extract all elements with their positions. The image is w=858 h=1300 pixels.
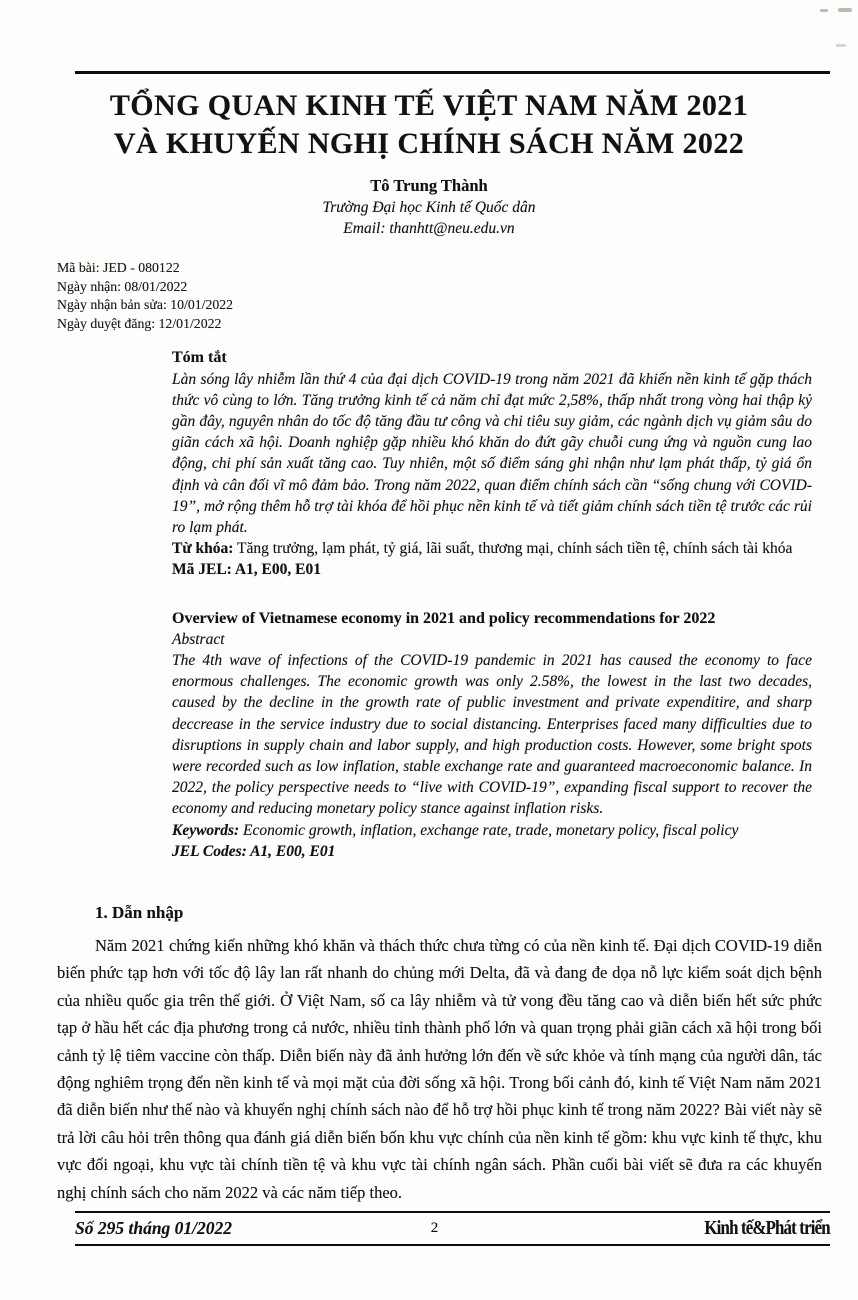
section-heading: 1. Dẫn nhập <box>95 903 184 923</box>
footer-rule-bottom <box>75 1244 830 1246</box>
article-meta <box>57 259 858 333</box>
scan-artifact <box>820 9 828 12</box>
page-footer <box>0 1211 858 1246</box>
abstract-vi-body: Làn sóng lây nhiễm lần thứ 4 của đại dịch COVID-19 trong năm 2021 đã khiến nền kinh tế gặp thách thức vô cùng to lớn. Tăng trưởng kinh tế cả năm chỉ đạt mức 2,58%, thấp nhất trong vòng hai thập kỷ gần đây, nguyên nhân do tốc độ tăng đầu tư công và chi tiêu suy giảm, các ngành dịch vụ giảm sâu do giãn cách xã hội. Doanh nghiệp gặp nhiều khó khăn do đứt gãy chuỗi cung ứng và nguồn cung lao động, chi phí sản xuất tăng cao. Tuy nhiên, một số điểm sáng ghi nhận như lạm phát thấp, tỷ giá ổn định và cân đối vĩ mô đảm bảo. Trong năm 2022, quan điểm chính sách cần “sống chung với COVID-19”, mở rộng thêm hỗ trợ tài khóa để hồi phục nền kinh tế và tiết giảm chính sách tiền tệ trước các rủi ro lạm phát. <box>172 370 812 536</box>
abstract-en-heading: Overview of Vietnamese economy in 2021 and policy recommendations for 2022 <box>172 609 716 627</box>
footer-page-number: 2 <box>430 1220 439 1236</box>
abstract-en-keywords <box>172 820 812 841</box>
abstract-vi-keywords <box>172 538 812 559</box>
abstract-vi-jel: Mã JEL: A1, E00, E01 <box>172 561 321 579</box>
scan-artifact <box>838 8 852 12</box>
abstract-vi-heading: Tóm tắt <box>172 349 227 367</box>
abstract-en-keywords-list: Economic growth, inflation, exchange rate, trade, monetary policy, fiscal policy <box>239 821 739 839</box>
abstract-english <box>172 608 812 862</box>
author-email: Email: thanhtt@neu.edu.vn <box>343 220 515 237</box>
meta-received-date: Ngày nhận: 08/01/2022 <box>57 278 188 294</box>
article-title-line1: TỔNG QUAN KINH TẾ VIỆT NAM NĂM 2021 <box>109 89 749 122</box>
article-title-line2: VÀ KHUYẾN NGHỊ CHÍNH SÁCH NĂM 2022 <box>113 127 745 160</box>
header-rule <box>75 71 830 74</box>
abstract-vi-keywords-label: Từ khóa: <box>172 540 234 558</box>
abstract-vietnamese <box>172 347 812 580</box>
abstract-en-keywords-label: Keywords: <box>172 821 240 839</box>
journal-logo: Kinh tế&Phát triển <box>704 1217 830 1239</box>
scan-artifact <box>836 44 846 47</box>
meta-article-code: Mã bài: JED - 080122 <box>57 260 180 275</box>
author-affiliation: Trường Đại học Kinh tế Quốc dân <box>322 199 536 216</box>
author-name: Tô Trung Thành <box>370 176 488 195</box>
meta-accepted-date: Ngày duyệt đăng: 12/01/2022 <box>57 315 222 331</box>
footer-issue: Số 295 tháng 01/2022 <box>75 1218 233 1238</box>
footer-row <box>75 1213 830 1244</box>
abstract-en-label: Abstract <box>172 630 225 648</box>
section-paragraph: Năm 2021 chứng kiến những khó khăn và thách thức chưa từng có của nền kinh tế. Đại dịch COVID-19 diễn biến phức tạp hơn với tốc độ lây lan rất nhanh do chủng mới Delta, đã và đang đe dọa nỗ lực kiểm soát dịch bệnh của nhiều quốc gia trên thế giới. Ở Việt Nam, số ca lây nhiễm và tử vong đều tăng cao và diễn biến hết sức phức tạp ở hầu hết các địa phương trong cả nước, nhiều tỉnh thành phố lớn và quan trọng phải giãn cách xã hội trong bối cảnh tỷ lệ tiêm vaccine còn thấp. Diễn biến này đã ảnh hưởng lớn đến về sức khỏe và tính mạng của người dân, tác động nghiêm trọng đến nền kinh tế và mọi mặt của đời sống xã hội. Trong bối cảnh đó, kinh tế Việt Nam năm 2021 đã diễn biến như thế nào và khuyến nghị chính sách nào để hỗ trợ hồi phục kinh tế trong năm 2022? Bài viết này sẽ trả lời câu hỏi trên thông qua đánh giá diễn biến bốn khu vực chính của nền kinh tế gồm: khu vực kinh tế thực, khu vực đối ngoại, khu vực tài chính tiền tệ và khu vực tài chính ngân sách. Phần cuối bài viết sẽ đưa ra các khuyến nghị chính sách cho năm 2022 và các năm tiếp theo. <box>57 936 822 1202</box>
abstract-vi-keywords-list: Tăng trưởng, lạm phát, tỷ giá, lãi suất, thương mại, chính sách tiền tệ, chính sách tài khóa <box>233 540 793 558</box>
introduction-section <box>57 903 822 1206</box>
abstract-en-jel: JEL Codes: A1, E00, E01 <box>172 842 336 860</box>
article-title <box>30 87 828 163</box>
meta-revised-date: Ngày nhận bản sửa: 10/01/2022 <box>57 297 234 313</box>
abstract-en-body: The 4th wave of infections of the COVID-19 pandemic in 2021 has caused the economy to face enormous challenges. The economic growth was only 2.58%, the lowest in the last two decades, caused by the decline in the growth rate of public investment and private expenditire, and sharp deccrease in the service industry due to social distancing. Enterprises faced many difficulties due to disruptions in supply chain and labor supply, and high production costs. However, some bright spots were recorded such as low inflation, stable exchange rate and guaranteed macroeconomic balance. In 2022, the policy perspective needs to “live with COVID-19”, expanding fiscal support to recover the economy and reducing monetary policy stance against inflation risks. <box>172 652 812 818</box>
